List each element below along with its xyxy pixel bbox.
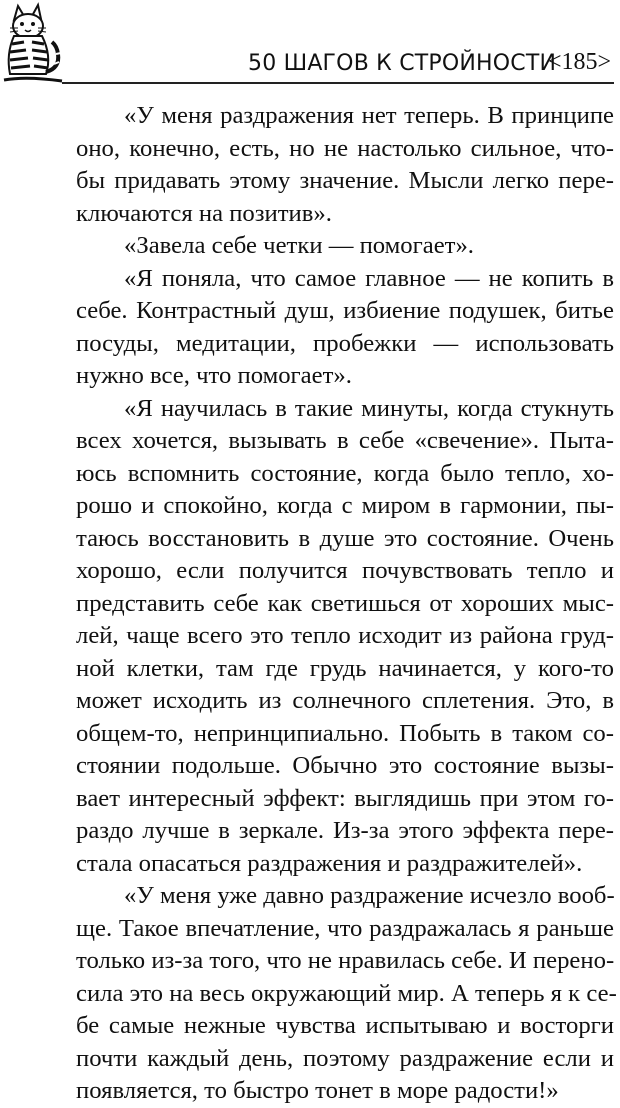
striped-cat-icon	[2, 2, 64, 84]
body-text	[76, 100, 617, 1108]
text-line: бе самые нежные чувства испытываю и восторги	[76, 1012, 614, 1039]
text-line: себе. Контрастный душ, избиение подушек, битье	[76, 297, 614, 324]
text-line: только из-за того, что не нравилась себе. И перено-	[76, 947, 615, 974]
text-line: хорошо, если получится почувствовать тепло и	[76, 557, 614, 584]
text-line: вает интересный эффект: выглядишь при этом го-	[76, 784, 614, 812]
text-line: сила это на весь окружающий мир. А теперь я к се-	[76, 979, 617, 1007]
page-header	[0, 0, 620, 90]
text-line: оно, конечно, есть, но не настолько сильное, что-	[76, 134, 614, 162]
text-line: ключаются на позитив».	[76, 199, 332, 227]
text-line: «Я научилась в такие минуты, когда стукнуть	[124, 394, 614, 422]
text-line: «У меня уже давно раздражение исчезло вооб-	[124, 882, 615, 909]
text-line: всех хочется, вызывать в себе «свечение». Пыта-	[76, 427, 614, 454]
text-line: стала опасаться раздражения и раздражителей».	[76, 849, 583, 877]
text-line: общем-то, непринципиально. Побыть в таком со-	[76, 719, 614, 747]
page-number: <185>	[548, 49, 612, 75]
text-line: посуды, медитации, пробежки — использовать	[76, 329, 614, 357]
text-line: представить себе как светишься от хороших мыс-	[76, 589, 614, 617]
text-line: юсь вспомнить состояние, когда было тепло, хо-	[76, 459, 614, 487]
text-line: почти каждый день, поэтому раздражение если и	[76, 1044, 614, 1072]
text-line: ной клетки, там где грудь начинается, у кого-то	[76, 654, 614, 682]
text-line: лей, чаще всего это тепло исходит из района груд-	[76, 622, 614, 649]
running-title: 50 ШАГОВ К СТРОЙНОСТИ	[248, 51, 557, 76]
text-line: появляется, то быстро тонет в море радости!»	[76, 1077, 559, 1104]
text-line: таюсь восстановить в душе это состояние. Очень	[76, 524, 614, 552]
text-line: «Я поняла, что самое главное — не копить в	[124, 264, 614, 292]
text-line: рошо и спокойно, когда с миром в гармонии, пы-	[76, 492, 614, 519]
text-line: «Завела себе четки — помогает».	[124, 232, 474, 259]
header-rule	[62, 82, 614, 84]
text-line: нужно все, что помогает».	[76, 362, 352, 389]
text-line: стоянии подольше. Обычно это состояние вызы-	[76, 752, 614, 779]
text-line: бы придавать этому значение. Мысли легко пере-	[76, 167, 614, 194]
text-line: может исходить из солнечного сплетения. Это, в	[76, 687, 614, 714]
text-line: раздо лучше в зеркале. Из-за этого эффекта пере-	[76, 817, 614, 844]
text-line: «У меня раздражения нет теперь. В принципе	[124, 102, 614, 129]
text-line: ще. Такое впечатление, что раздражалась я раньше	[76, 914, 614, 942]
